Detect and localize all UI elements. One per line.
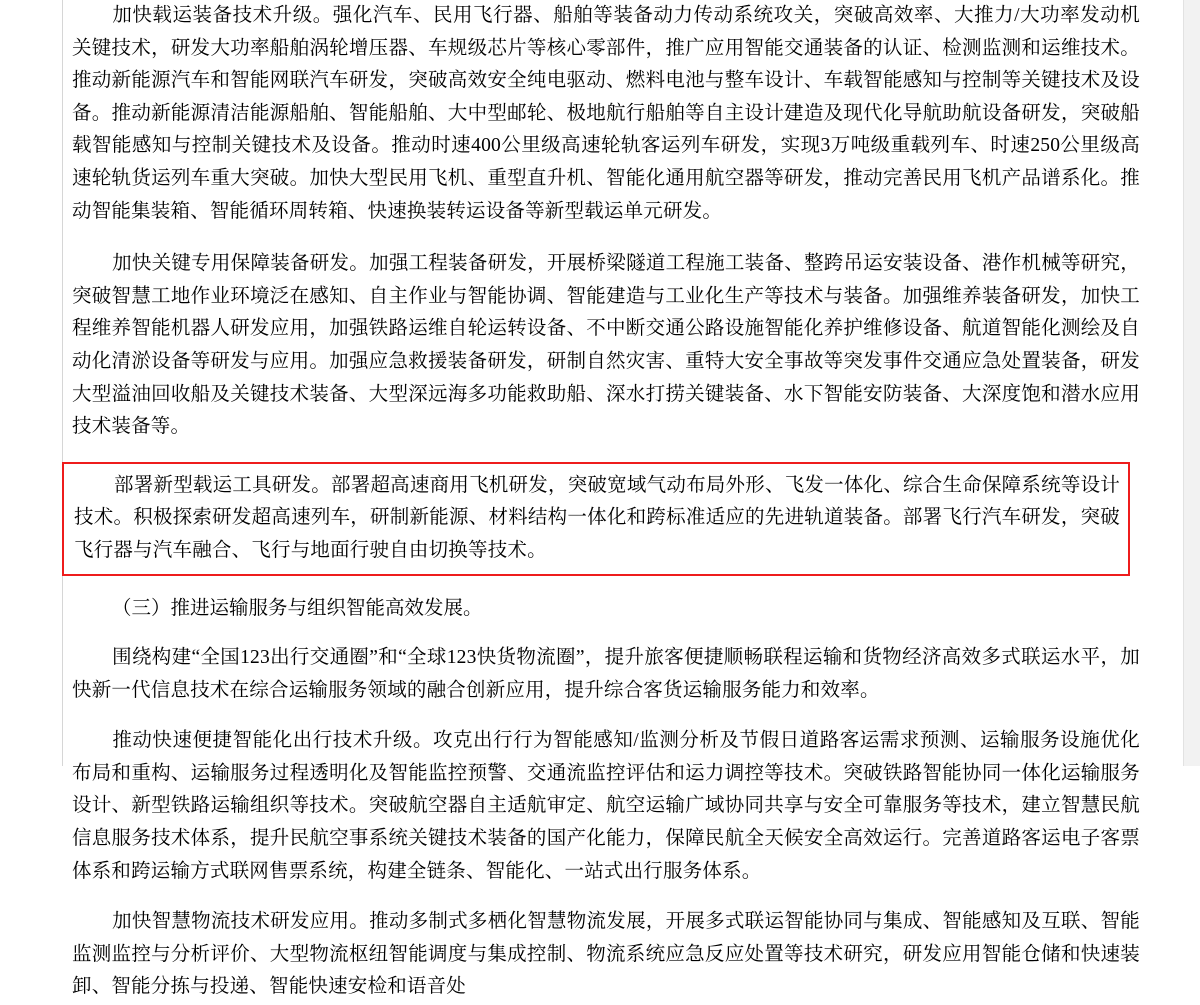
highlighted-annotation-box [62,462,1130,576]
paragraph-spacer [72,445,1140,462]
paragraph-spacer [72,229,1140,248]
paragraph [74,470,1120,568]
page-right-gutter [1183,0,1200,766]
highlighted-paragraph-text: 部署新型载运工具研发。部署超高速商用飞机研发，突破宽域气动布局外形、飞发一体化、综合生命保障系统等设计技术。积极探索研发超高速列车，研制新能源、材料结构一体化和跨标准适应的先进轨道装备。部署飞行汽车研发，突破飞行器与汽车融合、飞行与地面行驶自由切换等技术。 [74,474,1120,561]
paragraph-text: 加快智慧物流技术研发应用。推动多制式多栖化智慧物流发展，开展多式联运智能协同与集成、智能感知及互联、智能监测监控与分析评价、大型物流枢纽智能调度与集成控制、物流系统应急反应处置等技术研究，研发应用智能仓储和快速装卸、智能分拣与投递、智能快速安检和语音处 [72,911,1140,998]
paragraph-spacer [72,576,1140,593]
paragraph [72,906,1140,1004]
paragraph-text: 推动快速便捷智能化出行技术升级。攻克出行行为智能感知/监测分析及节假日道路客运需求预测、运输服务设施优化布局和重构、运输服务过程透明化及智能监控预警、交通流监控评估和运力调控等技术。突破铁路智能协同一体化运输服务设计、新型铁路运输组织等技术。突破航空器自主适航审定、航空运输广域协同共享与安全可靠服务等技术，建立智慧民航信息服务技术体系，提升民航空事系统关键技术装备的国产化能力，保障民航全天候安全高效运行。完善道路客运电子客票体系和跨运输方式联网售票系统，构建全链条、智能化、一站式出行服务体系。 [72,730,1140,882]
paragraph-spacer [72,889,1140,906]
paragraph-spacer [72,708,1140,725]
paragraph-spacer [72,625,1140,642]
page-left-margin-rule [62,0,63,766]
document-content [72,0,1140,1005]
paragraph [72,248,1140,444]
paragraph-text: 加快关键专用保障装备研发。加强工程装备研发，开展桥梁隧道工程施工装备、整跨吊运安装设备、港作机械等研究，突破智慧工地作业环境泛在感知、自主作业与智能协调、智能建造与工业化生产等技术与装备。加强维养装备研发，加快工程维养智能机器人研发应用，加强铁路运维自轮运转设备、不中断交通公路设施智能化养护维修设备、航道智能化测绘及自动化清淤设备等研发与应用。加强应急救援装备研发，研制自然灾害、重特大安全事故等突发事件交通应急处置装备，研发大型溢油回收船及关键技术装备、大型深远海多功能救助船、深水打捞关键装备、水下智能安防装备、大深度饱和潜水应用技术装备等。 [72,253,1140,438]
paragraph [72,642,1140,707]
section-heading [72,593,1140,626]
paragraph-text: 围绕构建“全国123出行交通圈”和“全球123快货物流圈”，提升旅客便捷顺畅联程运输和货物经济高效多式联运水平，加快新一代信息技术在综合运输服务领域的融合创新应用，提升综合客货运输服务能力和效率。 [72,647,1140,701]
paragraph [72,725,1140,888]
section-heading-text: （三）推进运输服务与组织智能高效发展。 [112,597,483,619]
paragraph-text: 加快载运装备技术升级。强化汽车、民用飞行器、船舶等装备动力传动系统攻关，突破高效率、大推力/大功率发动机关键技术，研发大功率船舶涡轮增压器、车规级芯片等核心零部件，推广应用智能交通装备的认证、检测监测和运维技术。推动新能源汽车和智能网联汽车研发，突破高效安全纯电驱动、燃料电池与整车设计、车载智能感知与控制等关键技术及设备。推动新能源清洁能源船舶、智能船舶、大中型邮轮、极地航行船舶等自主设计建造及现代化导航助航设备研发，突破船载智能感知与控制关键技术及设备。推动时速400公里级高速轮轨客运列车研发，实现3万吨级重载列车、时速250公里级高速轮轨货运列车重大突破。加快大型民用飞机、重型直升机、智能化通用航空器等研发，推动完善民用飞机产品谱系化。推动智能集装箱、智能循环周转箱、快速换装转运设备等新型载运单元研发。 [72,5,1140,222]
paragraph [72,0,1140,228]
